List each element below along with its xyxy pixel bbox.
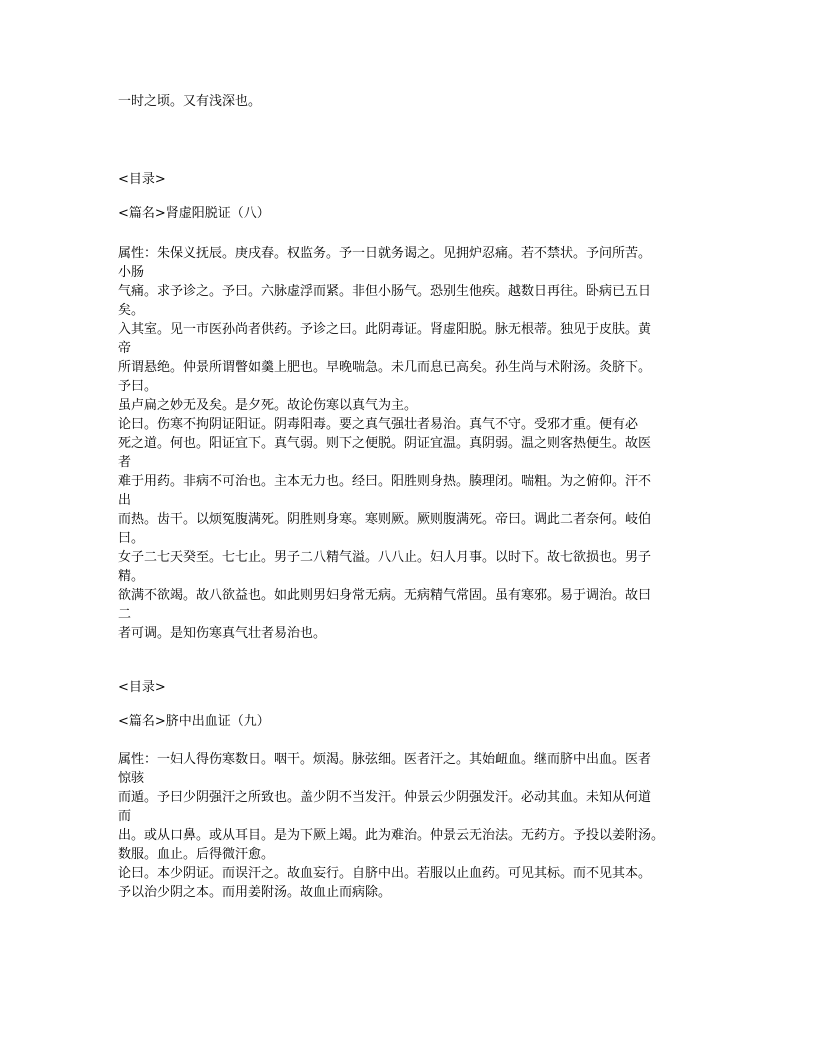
body-line: 帝 <box>118 341 132 356</box>
body-line: 精。 <box>118 569 145 584</box>
body-line: 者 <box>118 455 132 470</box>
body-line: 者可调。是知伤寒真气壮者易治也。 <box>118 626 327 641</box>
section-title-2: <篇名>脐中出血证（九） <box>118 714 270 729</box>
body-line: 而 <box>118 809 132 824</box>
body-line: 女子二七天癸至。七七止。男子二八精气溢。八八止。妇人月事。以时下。故七欲损也。男子 <box>118 550 652 565</box>
body-line: 难于用药。非病不可治也。主本无力也。经曰。阳胜则身热。腠理闭。喘粗。为之俯仰。汗不 <box>118 474 652 489</box>
body-line: 虽卢扁之妙无及矣。是夕死。故论伤寒以真气为主。 <box>118 398 418 413</box>
body-line: 而热。齿干。以烦冤腹满死。阴胜则身寒。寒则厥。厥则腹满死。帝曰。调此二者奈何。岐伯 <box>118 512 652 527</box>
body-line: 属性：朱保义抚辰。庚戌春。权监务。予一日就务谒之。见拥炉忍痛。若不禁状。予问所苦。 <box>118 246 652 261</box>
body-line: 二 <box>118 607 132 622</box>
body-line: 出。或从口鼻。或从耳目。是为下厥上竭。此为难治。仲景云无治法。无药方。予投以姜附汤。 <box>118 828 665 843</box>
body-line: 所谓悬绝。仲景所谓瞥如羹上肥也。早晚喘急。未几而息已高矣。孙生尚与术附汤。灸脐下。 <box>118 360 652 375</box>
body-line: 入其室。见一市医孙尚者供药。予诊之曰。此阴毒证。肾虚阳脱。脉无根蒂。独见于皮肤。黄 <box>118 322 652 337</box>
body-line: 予以治少阴之本。而用姜附汤。故血止而病除。 <box>118 885 392 900</box>
body-line: 小肠 <box>118 265 145 280</box>
toc-link-2: <目录> <box>118 680 166 695</box>
body-line: 论曰。伤寒不拘阴证阳证。阴毒阳毒。要之真气强壮者易治。真气不守。受邪才重。便有必 <box>118 417 639 432</box>
section-title-1: <篇名>肾虚阳脱证（八） <box>118 206 270 221</box>
body-line: 矣。 <box>118 303 145 318</box>
body-line: 气痛。求予诊之。予曰。六脉虚浮而紧。非但小肠气。恐别生他疾。越数日再往。卧病已五日 <box>118 284 652 299</box>
body-line: 而遁。予曰少阴强汗之所致也。盖少阴不当发汗。仲景云少阴强发汗。必动其血。未知从何道 <box>118 790 652 805</box>
body-line: 惊骇 <box>118 771 145 786</box>
body-line: 属性：一妇人得伤寒数日。咽干。烦渴。脉弦细。医者汗之。其始衄血。继而脐中出血。医者 <box>118 752 652 767</box>
body-line: 欲满不欲竭。故八欲益也。如此则男妇身常无病。无病精气常固。虽有寒邪。易于调治。故曰 <box>118 588 652 603</box>
body-line: 论曰。本少阴证。而误汗之。故血妄行。自脐中出。若服以止血药。可见其标。而不见其本。 <box>118 866 652 881</box>
intro-line: 一时之顷。又有浅深也。 <box>118 94 262 109</box>
toc-link-1: <目录> <box>118 172 166 187</box>
body-line: 曰。 <box>118 531 145 546</box>
body-line: 数服。血止。后得微汗愈。 <box>118 847 275 862</box>
body-line: 出 <box>118 493 132 508</box>
body-line: 予曰。 <box>118 379 158 394</box>
body-line: 死之道。何也。阳证宜下。真气弱。则下之便脱。阴证宜温。真阴弱。温之则客热便生。故医 <box>118 436 652 451</box>
